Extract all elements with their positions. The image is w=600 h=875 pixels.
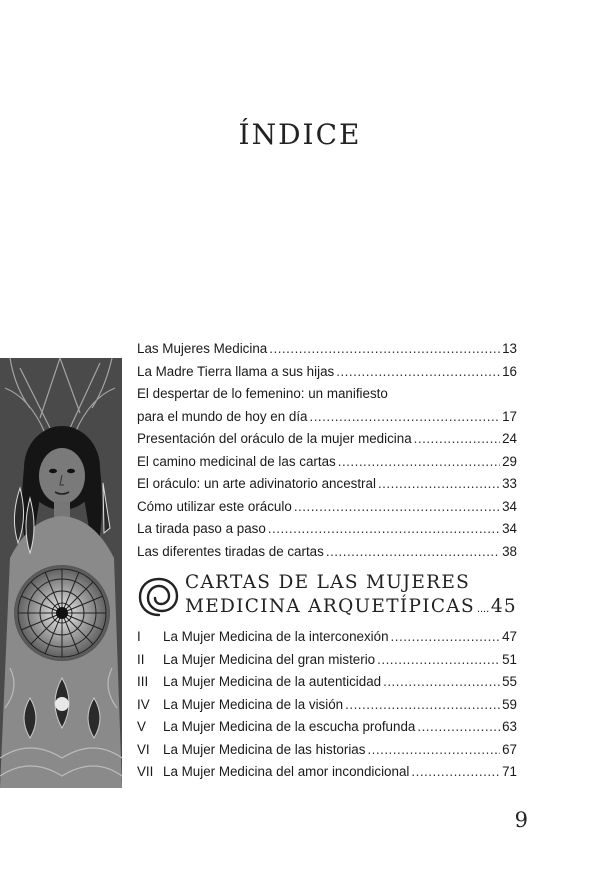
toc-entry-label: La Mujer Medicina de la escucha profunda: [163, 719, 416, 734]
toc-entry-label: Las diferentes tiradas de cartas: [137, 543, 324, 559]
toc-entry-page: 34: [502, 521, 517, 536]
dot-leader: [377, 649, 500, 672]
page-title: ÍNDICE: [238, 118, 362, 151]
roman-numeral: I: [137, 629, 141, 644]
toc-entry-page: 63: [502, 719, 517, 734]
toc-entry-label: El camino medicinal de las cartas: [137, 453, 336, 469]
toc-card-entry[interactable]: [137, 626, 517, 649]
toc-entry-page: 24: [502, 431, 517, 446]
dot-leader: [268, 518, 500, 541]
roman-numeral: VI: [137, 741, 150, 757]
dot-leader: [391, 626, 501, 649]
toc-card-entry[interactable]: [137, 671, 517, 694]
toc-card-entry[interactable]: [137, 716, 517, 739]
page-number: 9: [514, 808, 528, 832]
roman-numeral: V: [137, 719, 146, 734]
dot-leader: [345, 694, 500, 717]
toc-entry-page: 16: [502, 363, 517, 379]
toc-entry-page: 55: [502, 674, 517, 689]
toc-entry-label: El oráculo: un arte adivinatorio ancestral: [137, 476, 376, 491]
dot-leader: [477, 597, 489, 621]
toc-entry[interactable]: [137, 473, 517, 496]
toc-entry-label: Las Mujeres Medicina: [137, 341, 268, 356]
dot-leader: [411, 761, 500, 784]
toc-intro-list: [137, 338, 517, 563]
toc-entry-label: La Mujer Medicina del gran misterio: [163, 651, 376, 667]
toc-card-entry[interactable]: [137, 761, 517, 784]
section-heading[interactable]: [137, 571, 517, 623]
toc-entry-label: La Mujer Medicina de la visión: [163, 696, 344, 712]
toc-entry[interactable]: [137, 541, 517, 564]
section-title-line1: CARTAS DE LAS MUJERES: [185, 572, 471, 593]
toc-entry-page: 47: [502, 629, 517, 644]
dot-leader: [326, 541, 500, 564]
toc-entry-label: La tirada paso a paso: [137, 521, 266, 536]
toc-entry-label: El despertar de lo femenino: un manifiesto: [137, 386, 388, 401]
toc-entry[interactable]: [137, 338, 517, 361]
toc-card-entry[interactable]: [137, 694, 517, 717]
toc-card-entry[interactable]: [137, 649, 517, 672]
toc-entry-page: 71: [502, 764, 517, 779]
toc-entry-label: La Mujer Medicina del amor incondicional: [163, 764, 410, 779]
roman-numeral: VII: [137, 764, 154, 779]
toc-entry-page: 38: [502, 543, 517, 559]
dot-leader: [378, 473, 500, 496]
roman-numeral: III: [137, 674, 149, 689]
dot-leader: [294, 496, 500, 519]
roman-numeral: II: [137, 651, 145, 667]
toc-entry-page: 34: [502, 498, 517, 514]
roman-numeral: IV: [137, 696, 150, 712]
toc-card-entry[interactable]: [137, 739, 517, 762]
section-page: 45: [490, 596, 517, 617]
toc-entry-label: La Mujer Medicina de la autenticidad: [163, 674, 382, 689]
toc-entry[interactable]: [137, 406, 517, 429]
dot-leader: [309, 406, 500, 429]
spiral-icon: [137, 575, 181, 619]
toc-entry[interactable]: [137, 383, 517, 406]
toc-cards-list: [137, 626, 517, 784]
toc-entry-page: 59: [502, 696, 517, 712]
toc-entry-label: La Mujer Medicina de la interconexión: [163, 629, 389, 644]
dot-leader: [338, 451, 500, 474]
dot-leader: [269, 338, 500, 361]
toc-entry[interactable]: [137, 518, 517, 541]
toc-entry-page: 17: [502, 408, 517, 424]
toc-entry[interactable]: [137, 496, 517, 519]
toc-entry-label: La Madre Tierra llama a sus hijas: [137, 363, 335, 379]
dot-leader: [414, 428, 500, 451]
toc-entry-page: 51: [502, 651, 517, 667]
toc-entry-page: 33: [502, 476, 517, 491]
dot-leader: [383, 671, 500, 694]
toc-entry-page: 13: [502, 341, 517, 356]
toc-entry-page: 29: [502, 453, 517, 469]
toc-entry[interactable]: [137, 428, 517, 451]
toc-entry-label: para el mundo de hoy en día: [137, 408, 308, 424]
section-title-line2: MEDICINA ARQUETÍPICAS: [185, 596, 475, 617]
toc-entry[interactable]: [137, 361, 517, 384]
toc-entry[interactable]: [137, 451, 517, 474]
toc-entry-page: 67: [502, 741, 517, 757]
toc-entry-label: Cómo utilizar este oráculo: [137, 498, 292, 514]
dot-leader: [367, 739, 500, 762]
dot-leader: [417, 716, 500, 739]
dot-leader: [336, 361, 500, 384]
toc-entry-label: Presentación del oráculo de la mujer medicina: [137, 431, 412, 446]
medicine-woman-illustration: [0, 358, 122, 788]
toc-entry-label: La Mujer Medicina de las historias: [163, 741, 366, 757]
